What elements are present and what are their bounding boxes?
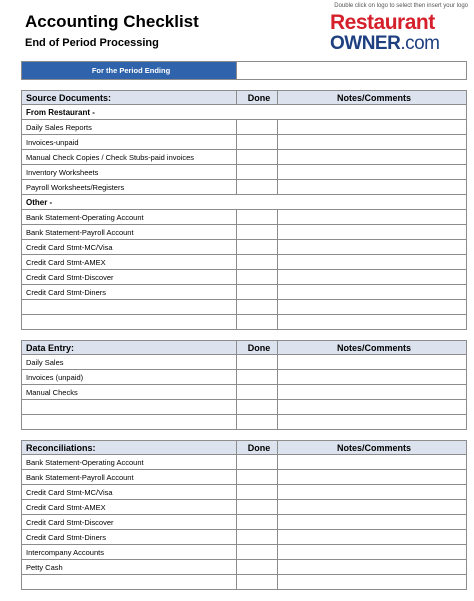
checklist-item-row bbox=[22, 575, 467, 590]
notes-cell[interactable] bbox=[278, 560, 467, 575]
done-cell[interactable] bbox=[237, 270, 278, 285]
logo-line1: Restaurant bbox=[330, 11, 435, 34]
done-cell[interactable] bbox=[237, 370, 278, 385]
done-cell[interactable] bbox=[237, 560, 278, 575]
notes-cell[interactable] bbox=[278, 470, 467, 485]
section-header-row bbox=[22, 341, 467, 355]
group-label: Other - bbox=[22, 195, 467, 210]
done-cell[interactable] bbox=[237, 120, 278, 135]
done-cell[interactable] bbox=[237, 355, 278, 370]
notes-cell[interactable] bbox=[278, 385, 467, 400]
checklist-item-row bbox=[22, 560, 467, 575]
notes-cell[interactable] bbox=[278, 120, 467, 135]
checklist-item-row bbox=[22, 225, 467, 240]
section-title: Data Entry: bbox=[22, 341, 237, 355]
item-label: Credit Card Stmt-AMEX bbox=[22, 500, 237, 515]
section-title: Reconciliations: bbox=[22, 441, 237, 455]
notes-cell[interactable] bbox=[278, 255, 467, 270]
checklist-body bbox=[22, 62, 467, 590]
done-cell[interactable] bbox=[237, 135, 278, 150]
notes-cell[interactable] bbox=[278, 545, 467, 560]
checklist-item-row bbox=[22, 315, 467, 330]
notes-cell[interactable] bbox=[278, 485, 467, 500]
done-cell[interactable] bbox=[237, 545, 278, 560]
logo-hint: Double click on logo to select then insert your logo bbox=[334, 3, 468, 9]
done-cell[interactable] bbox=[237, 165, 278, 180]
checklist-item-row bbox=[22, 400, 467, 415]
period-value-input[interactable] bbox=[237, 62, 467, 80]
checklist-item-row bbox=[22, 240, 467, 255]
item-label: Credit Card Stmt-MC/Visa bbox=[22, 240, 237, 255]
done-cell[interactable] bbox=[237, 415, 278, 430]
checklist-item-row bbox=[22, 500, 467, 515]
checklist-item-row bbox=[22, 285, 467, 300]
done-cell[interactable] bbox=[237, 210, 278, 225]
spacer-cell bbox=[22, 430, 467, 441]
notes-cell[interactable] bbox=[278, 240, 467, 255]
item-label: Bank Statement-Operating Account bbox=[22, 210, 237, 225]
group-label: From Restaurant - bbox=[22, 105, 467, 120]
notes-cell[interactable] bbox=[278, 400, 467, 415]
done-cell[interactable] bbox=[237, 485, 278, 500]
done-cell[interactable] bbox=[237, 455, 278, 470]
checklist-item-row bbox=[22, 135, 467, 150]
checklist-item-row bbox=[22, 485, 467, 500]
checklist-item-row bbox=[22, 515, 467, 530]
done-cell[interactable] bbox=[237, 150, 278, 165]
notes-cell[interactable] bbox=[278, 165, 467, 180]
spacer-cell bbox=[22, 80, 467, 91]
notes-cell[interactable] bbox=[278, 150, 467, 165]
section-title: Source Documents: bbox=[22, 91, 237, 105]
done-cell[interactable] bbox=[237, 530, 278, 545]
done-cell[interactable] bbox=[237, 575, 278, 590]
group-label-row bbox=[22, 105, 467, 120]
period-row bbox=[22, 62, 467, 80]
item-label: Credit Card Stmt-Discover bbox=[22, 515, 237, 530]
item-label: Bank Statement-Payroll Account bbox=[22, 225, 237, 240]
done-column-header: Done bbox=[237, 341, 278, 355]
item-label: Daily Sales bbox=[22, 355, 237, 370]
checklist-item-row bbox=[22, 210, 467, 225]
notes-cell[interactable] bbox=[278, 415, 467, 430]
logo-line2 bbox=[330, 34, 470, 54]
notes-cell[interactable] bbox=[278, 210, 467, 225]
notes-cell[interactable] bbox=[278, 225, 467, 240]
done-cell[interactable] bbox=[237, 180, 278, 195]
item-label: Bank Statement-Payroll Account bbox=[22, 470, 237, 485]
item-label bbox=[22, 400, 237, 415]
logo-owner: OWNER bbox=[330, 33, 401, 54]
item-label: Credit Card Stmt-Diners bbox=[22, 285, 237, 300]
item-label: Daily Sales Reports bbox=[22, 120, 237, 135]
checklist-item-row bbox=[22, 355, 467, 370]
checklist-item-row bbox=[22, 370, 467, 385]
item-label: Credit Card Stmt-MC/Visa bbox=[22, 485, 237, 500]
done-cell[interactable] bbox=[237, 470, 278, 485]
checklist-item-row bbox=[22, 180, 467, 195]
done-cell[interactable] bbox=[237, 500, 278, 515]
item-label bbox=[22, 575, 237, 590]
page-title: Accounting Checklist bbox=[25, 12, 199, 31]
notes-cell[interactable] bbox=[278, 300, 467, 315]
item-label: Invoices-unpaid bbox=[22, 135, 237, 150]
notes-cell[interactable] bbox=[278, 455, 467, 470]
notes-cell[interactable] bbox=[278, 180, 467, 195]
item-label: Intercompany Accounts bbox=[22, 545, 237, 560]
checklist-item-row bbox=[22, 165, 467, 180]
checklist-item-row bbox=[22, 530, 467, 545]
section-header-row bbox=[22, 91, 467, 105]
notes-cell[interactable] bbox=[278, 500, 467, 515]
checklist-item-row bbox=[22, 415, 467, 430]
done-cell[interactable] bbox=[237, 315, 278, 330]
spacer-row bbox=[22, 430, 467, 441]
item-label: Petty Cash bbox=[22, 560, 237, 575]
notes-cell[interactable] bbox=[278, 370, 467, 385]
item-label bbox=[22, 300, 237, 315]
checklist-item-row bbox=[22, 120, 467, 135]
done-cell[interactable] bbox=[237, 300, 278, 315]
notes-column-header: Notes/Comments bbox=[278, 441, 467, 455]
item-label: Manual Checks bbox=[22, 385, 237, 400]
notes-column-header: Notes/Comments bbox=[278, 341, 467, 355]
done-cell[interactable] bbox=[237, 225, 278, 240]
spacer-row bbox=[22, 330, 467, 341]
spacer-row bbox=[22, 80, 467, 91]
done-cell[interactable] bbox=[237, 400, 278, 415]
logo-suffix: .com bbox=[400, 33, 440, 54]
item-label: Invoices (unpaid) bbox=[22, 370, 237, 385]
checklist-item-row bbox=[22, 255, 467, 270]
checklist-item-row bbox=[22, 455, 467, 470]
done-cell[interactable] bbox=[237, 255, 278, 270]
notes-cell[interactable] bbox=[278, 315, 467, 330]
checklist-item-row bbox=[22, 150, 467, 165]
notes-cell[interactable] bbox=[278, 515, 467, 530]
checklist-item-row bbox=[22, 270, 467, 285]
done-column-header: Done bbox=[237, 91, 278, 105]
notes-cell[interactable] bbox=[278, 575, 467, 590]
done-cell[interactable] bbox=[237, 385, 278, 400]
notes-column-header: Notes/Comments bbox=[278, 91, 467, 105]
checklist-item-row bbox=[22, 385, 467, 400]
checklist-item-row bbox=[22, 300, 467, 315]
done-column-header: Done bbox=[237, 441, 278, 455]
done-cell[interactable] bbox=[237, 515, 278, 530]
item-label bbox=[22, 315, 237, 330]
notes-cell[interactable] bbox=[278, 135, 467, 150]
item-label: Manual Check Copies / Check Stubs-paid invoices bbox=[22, 150, 237, 165]
group-label-row bbox=[22, 195, 467, 210]
notes-cell[interactable] bbox=[278, 530, 467, 545]
item-label: Inventory Worksheets bbox=[22, 165, 237, 180]
done-cell[interactable] bbox=[237, 285, 278, 300]
period-label: For the Period Ending bbox=[22, 62, 237, 80]
item-label: Payroll Worksheets/Registers bbox=[22, 180, 237, 195]
checklist-table bbox=[21, 61, 467, 590]
checklist-item-row bbox=[22, 545, 467, 560]
item-label: Credit Card Stmt-Discover bbox=[22, 270, 237, 285]
item-label bbox=[22, 415, 237, 430]
done-cell[interactable] bbox=[237, 240, 278, 255]
item-label: Bank Statement-Operating Account bbox=[22, 455, 237, 470]
checklist-item-row bbox=[22, 470, 467, 485]
item-label: Credit Card Stmt-Diners bbox=[22, 530, 237, 545]
restaurant-owner-logo[interactable] bbox=[330, 12, 470, 54]
spacer-cell bbox=[22, 330, 467, 341]
notes-cell[interactable] bbox=[278, 270, 467, 285]
item-label: Credit Card Stmt-AMEX bbox=[22, 255, 237, 270]
section-header-row bbox=[22, 441, 467, 455]
page-subtitle: End of Period Processing bbox=[25, 37, 159, 49]
notes-cell[interactable] bbox=[278, 285, 467, 300]
notes-cell[interactable] bbox=[278, 355, 467, 370]
